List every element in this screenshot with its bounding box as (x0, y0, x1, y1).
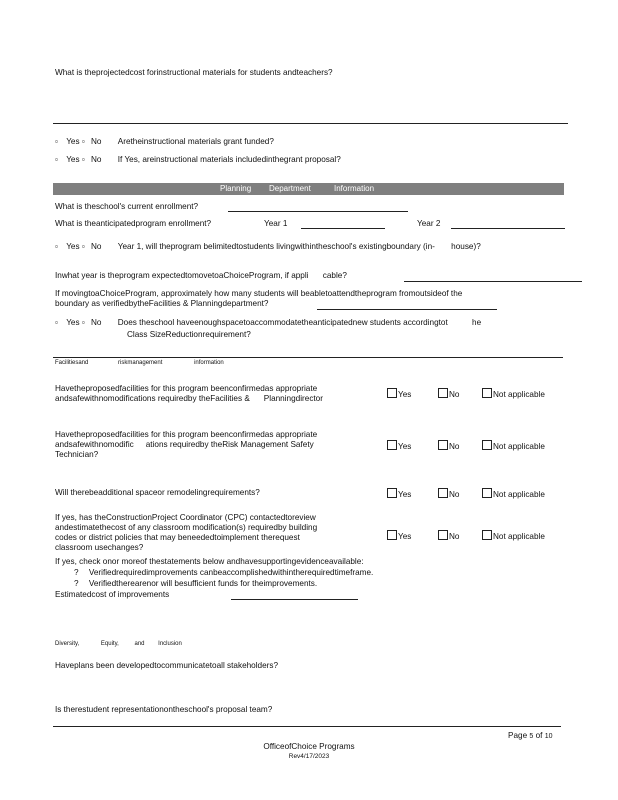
yn-row-boundary (55, 242, 481, 251)
question-line: codes or district policies that may beneededtoimplement therequest (55, 533, 300, 542)
footer-divider (53, 726, 561, 727)
yn-row-grant-proposal (55, 155, 341, 164)
question-text: Aretheinstructional materials grant funded? (117, 137, 274, 146)
option-label: Not applicable (493, 490, 545, 499)
move-year-input-line[interactable] (404, 281, 582, 282)
check-item-text: Verifiedtherearenor will besufficient funds for theimprovements. (88, 579, 318, 588)
page-total: 10 (544, 733, 553, 740)
divider (53, 357, 563, 358)
question-text: Inwhat year is theprogram expectedtomovetoaChoiceProgram, if appli (55, 271, 309, 280)
question-line: boundary as verifiedbytheFacilities & Planningdepartment? (55, 299, 269, 308)
no-label: No (91, 137, 102, 146)
planning-header-band (53, 183, 564, 195)
year1-input-line[interactable] (301, 228, 385, 229)
option-yes[interactable] (387, 388, 411, 399)
q-dei-representation: Is therestudent representationontheschool's proposal team? (55, 705, 273, 714)
question-text: If Yes, areinstructional materials includedinthegrant proposal? (117, 155, 341, 164)
page-num: 5 (529, 733, 534, 740)
q-outside-boundary (55, 289, 575, 309)
facilities-header (55, 360, 224, 366)
option-label: No (449, 490, 460, 499)
question-text: Does theschool haveenoughspacetoaccommodatetheanticipatednew students accordingtot (117, 318, 448, 327)
q-anticipated-enrollment: What is theanticipatedprogram enrollment? (55, 219, 212, 228)
yes-label: Yes (66, 318, 80, 327)
checkbox[interactable] (438, 388, 448, 398)
year2-label: Year 2 (417, 219, 441, 228)
checkbox-glyph[interactable]: ▫ (55, 137, 58, 146)
option-label: Not applicable (493, 532, 545, 541)
option-label: No (449, 390, 460, 399)
checkbox[interactable] (482, 388, 492, 398)
option-yes[interactable] (387, 530, 411, 541)
dei-header-word: Equity, (100, 641, 119, 647)
check-item[interactable] (74, 579, 317, 588)
yes-label: Yes (66, 242, 80, 251)
question-line-tail: ations requiredby theRisk Management Safety (145, 440, 314, 449)
yn-row-class-size (55, 318, 481, 327)
year2-input-line[interactable] (451, 228, 565, 229)
option-na[interactable] (482, 530, 545, 541)
planning-header-word: Planning (220, 184, 252, 193)
yn-row-grant-funded (55, 137, 274, 146)
question-text: Year 1, will theprogram belimitedtostudents livingwithintheschool's existingboundary (in- (117, 242, 435, 251)
checkbox[interactable] (438, 488, 448, 498)
q-instructional-cost: What is theprojectedcost forinstructional materials for students andteachers? (55, 68, 333, 77)
no-label: No (91, 155, 102, 164)
option-label: Yes (398, 490, 412, 499)
option-no[interactable] (438, 488, 459, 499)
page-label: Page (508, 731, 528, 740)
check-item-text: Verifiedrequiredimprovements canbeaccomplishedwithintherequiredtimeframe. (88, 568, 374, 577)
checkbox[interactable] (387, 440, 397, 450)
page-of: of (535, 731, 543, 740)
option-label: Yes (398, 442, 412, 451)
divider (53, 123, 568, 124)
yes-label: Yes (66, 137, 80, 146)
check-item[interactable] (74, 568, 373, 577)
estimated-cost-input-line[interactable] (231, 599, 358, 600)
question-text-line2: Class SizeReductionrequirement? (127, 330, 251, 339)
question-line: andestimatethecost of any classroom modification(s) requiredby building (55, 523, 318, 532)
q-risk-management (55, 430, 385, 460)
question-line-tail: Planningdirector (263, 394, 323, 403)
checkbox[interactable] (482, 530, 492, 540)
checkbox[interactable] (482, 440, 492, 450)
option-yes[interactable] (387, 488, 411, 499)
planning-header-word: Information (334, 184, 375, 193)
question-text-tail: he (472, 318, 482, 327)
checkbox[interactable] (482, 488, 492, 498)
estimated-cost-label: Estimatedcost of improvements (55, 590, 170, 599)
option-na[interactable] (482, 488, 545, 499)
option-no[interactable] (438, 440, 459, 451)
option-label: Not applicable (493, 390, 545, 399)
footer-rev: Rev4/17/2023 (288, 753, 330, 760)
q-move-year (55, 271, 347, 280)
checkbox-glyph[interactable]: ▫ (55, 155, 58, 164)
yes-label: Yes (66, 155, 80, 164)
option-no[interactable] (438, 388, 459, 399)
question-line: classroom usechanges? (55, 543, 144, 552)
q-dei-communicate: Haveplans been developedtocommunicatetoall stakeholders? (55, 661, 279, 670)
checkbox[interactable] (387, 388, 397, 398)
planning-header-word: Department (269, 184, 311, 193)
check-mark: ? (74, 579, 79, 588)
dei-header (55, 641, 182, 647)
page-number (508, 731, 553, 740)
year1-label: Year 1 (264, 219, 288, 228)
check-intro: If yes, check onor moreof thestatements below andhavesupportingevidenceavailable: (55, 557, 364, 566)
checkbox[interactable] (438, 530, 448, 540)
no-label: No (91, 242, 102, 251)
option-label: No (449, 532, 460, 541)
boundary-input-line[interactable] (317, 309, 497, 310)
footer-office: OfficeofChoice Programs (263, 742, 355, 751)
question-line: Havetheproposedfacilities for this program beenconfirmedas appropriate (55, 384, 318, 393)
q-additional-space: Will therebeadditional spaceor remodelingrequirements? (55, 488, 260, 497)
checkbox-glyph[interactable]: ▫ (81, 155, 85, 164)
question-line: If yes, has theConstructionProject Coordinator (CPC) contactedtoreview (55, 513, 316, 522)
question-line: Havetheproposedfacilities for this program beenconfirmedas appropriate (55, 430, 318, 439)
facilities-header-word: Facilitiesand (55, 360, 89, 366)
option-label: Yes (398, 390, 412, 399)
question-text-tail: house)? (451, 242, 481, 251)
enrollment-input-line[interactable] (228, 211, 408, 212)
checkbox-glyph[interactable]: ▫ (55, 242, 58, 251)
option-label: Yes (398, 532, 412, 541)
dei-header-word: Diversity, (55, 641, 80, 647)
q-cpc-review (55, 513, 385, 553)
checkbox-glyph[interactable]: ▫ (81, 242, 85, 251)
no-label: No (91, 318, 102, 327)
q-facilities-director (55, 384, 385, 404)
facilities-header-word: riskmanagement (118, 360, 163, 366)
question-line: If movingtoaChoiceProgram, approximately how many students will beabletoattendtheprogram fromoutsideof the (55, 289, 463, 298)
checkbox-glyph[interactable]: ▫ (81, 137, 85, 146)
option-label: No (449, 442, 460, 451)
option-na[interactable] (482, 388, 545, 399)
checkbox-glyph[interactable]: ▫ (81, 318, 85, 327)
option-na[interactable] (482, 440, 545, 451)
facilities-header-word: information (194, 360, 224, 366)
checkbox[interactable] (387, 488, 397, 498)
question-line: andsafewithnomodific (55, 440, 134, 449)
check-mark: ? (74, 568, 79, 577)
option-label: Not applicable (493, 442, 545, 451)
dei-header-word: and (134, 641, 145, 647)
option-no[interactable] (438, 530, 459, 541)
option-yes[interactable] (387, 440, 411, 451)
question-text-tail: cable? (322, 271, 347, 280)
dei-header-word: Inclusion (158, 641, 182, 647)
q-current-enrollment: What is theschool's current enrollment? (55, 202, 199, 211)
question-line: Technician? (55, 450, 99, 459)
checkbox-glyph[interactable]: ▫ (55, 318, 58, 327)
checkbox[interactable] (438, 440, 448, 450)
question-line: andsafewithnomodifications requiredby theFacilities & (55, 394, 250, 403)
checkbox[interactable] (387, 530, 397, 540)
